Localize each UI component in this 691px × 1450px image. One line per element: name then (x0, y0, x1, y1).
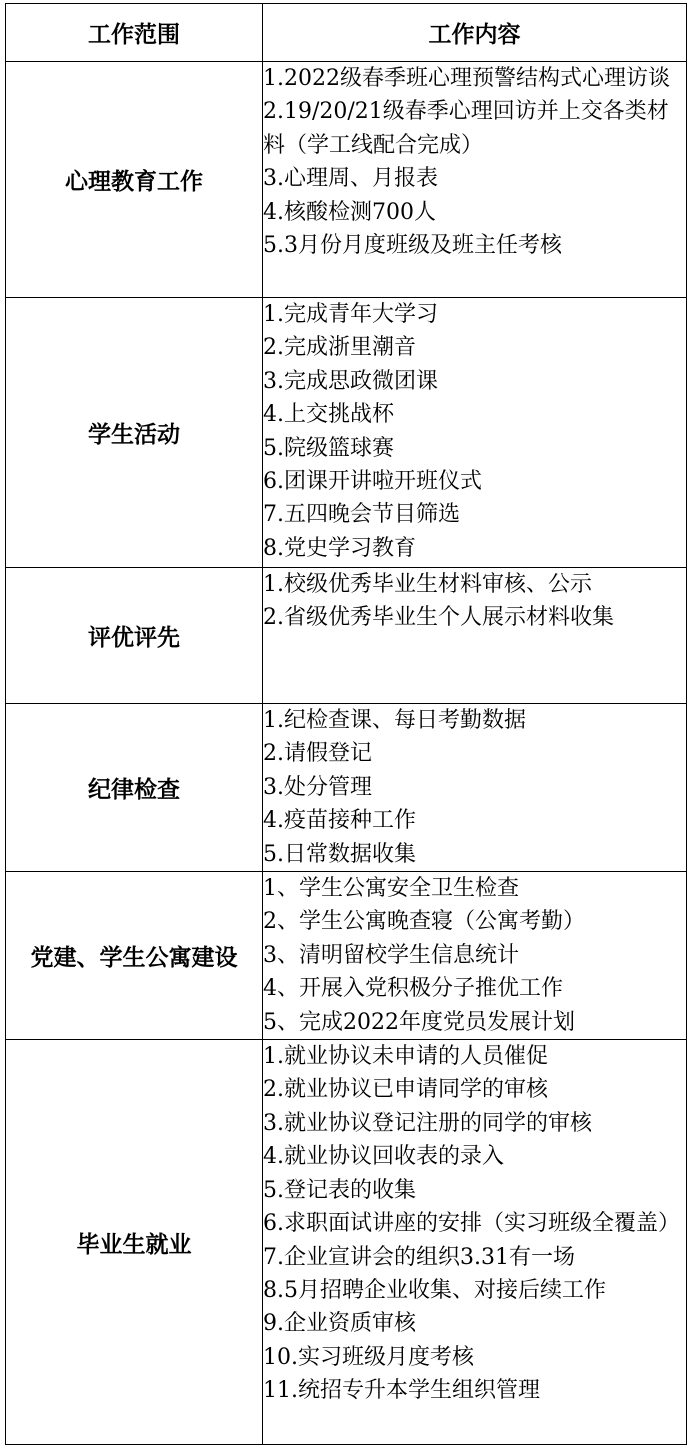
table-row (6, 1040, 687, 1445)
work-item: 1.2022级春季班心理预警结构式心理访谈 (263, 66, 670, 91)
work-item: 11.统招专升本学生组织管理 (263, 1378, 540, 1404)
work-item: 5.3月份月度班级及班主任考核 (263, 233, 562, 259)
work-item: 1.就业协议未申请的人员催促 (263, 1044, 548, 1070)
work-item: 1.纪检查课、每日考勤数据 (263, 708, 526, 733)
scope-cell: 党建、学生公寓建设 (6, 872, 263, 1040)
work-item: 6.团课开讲啦开班仪式 (263, 469, 482, 495)
work-item: 4.核酸检测700人 (263, 199, 436, 225)
content-cell (263, 704, 687, 872)
work-item: 2.19/20/21级春季心理回访并上交各类材料（学工线配合完成） (263, 99, 669, 158)
work-item: 2.请假登记 (263, 741, 372, 767)
work-item: 3.心理周、月报表 (263, 166, 438, 192)
work-item: 3.处分管理 (263, 774, 372, 800)
table-row (6, 704, 687, 872)
work-item: 4、开展入党积极分子推优工作 (263, 976, 563, 1002)
work-item: 3、清明留校学生信息统计 (263, 942, 519, 968)
work-item: 5、完成2022年度党员发展计划 (263, 1009, 575, 1035)
work-item: 2.就业协议已申请同学的审核 (263, 1077, 548, 1103)
header-row (6, 4, 687, 62)
work-item: 4.疫苗接种工作 (263, 808, 416, 834)
work-item: 5.院级篮球赛 (263, 435, 394, 461)
scope-cell: 心理教育工作 (6, 62, 263, 298)
scope-cell: 毕业生就业 (6, 1040, 263, 1445)
work-item: 4.就业协议回收表的录入 (263, 1144, 504, 1170)
work-item: 5.登记表的收集 (263, 1177, 416, 1203)
table-row (6, 298, 687, 568)
scope-cell: 学生活动 (6, 298, 263, 568)
content-cell (263, 62, 687, 298)
work-item: 2.省级优秀毕业生个人展示材料收集 (263, 605, 614, 631)
work-item: 6.求职面试讲座的安排（实习班级全覆盖） (263, 1211, 680, 1237)
header-scope: 工作范围 (6, 4, 263, 62)
content-cell (263, 298, 687, 568)
work-item: 5.日常数据收集 (263, 841, 416, 867)
work-item: 3.完成思政微团课 (263, 368, 438, 394)
work-item: 7.企业宣讲会的组织3.31有一场 (263, 1244, 575, 1270)
work-item: 2.完成浙里潮音 (263, 335, 416, 361)
work-item: 1.校级优秀毕业生材料审核、公示 (263, 572, 592, 597)
scope-cell: 纪律检查 (6, 704, 263, 872)
content-cell (263, 1040, 687, 1445)
work-item: 8.党史学习教育 (263, 535, 416, 561)
work-item: 1、学生公寓安全卫生检查 (263, 876, 519, 902)
work-item: 1.完成青年大学习 (263, 302, 438, 327)
content-cell (263, 872, 687, 1040)
scope-cell: 评优评先 (6, 568, 263, 704)
table-row (6, 62, 687, 298)
work-item: 2、学生公寓晚查寝（公寓考勤） (263, 909, 585, 935)
work-table (5, 3, 687, 1445)
work-item: 10.实习班级月度考核 (263, 1344, 474, 1370)
work-item: 7.五四晚会节目筛选 (263, 502, 460, 528)
table-row (6, 872, 687, 1040)
work-item: 4.上交挑战杯 (263, 402, 394, 428)
table-row (6, 568, 687, 704)
work-item: 9.企业资质审核 (263, 1311, 416, 1337)
content-cell (263, 568, 687, 704)
work-item: 3.就业协议登记注册的同学的审核 (263, 1110, 592, 1136)
work-item: 8.5月招聘企业收集、对接后续工作 (263, 1277, 606, 1303)
header-content: 工作内容 (263, 4, 687, 62)
